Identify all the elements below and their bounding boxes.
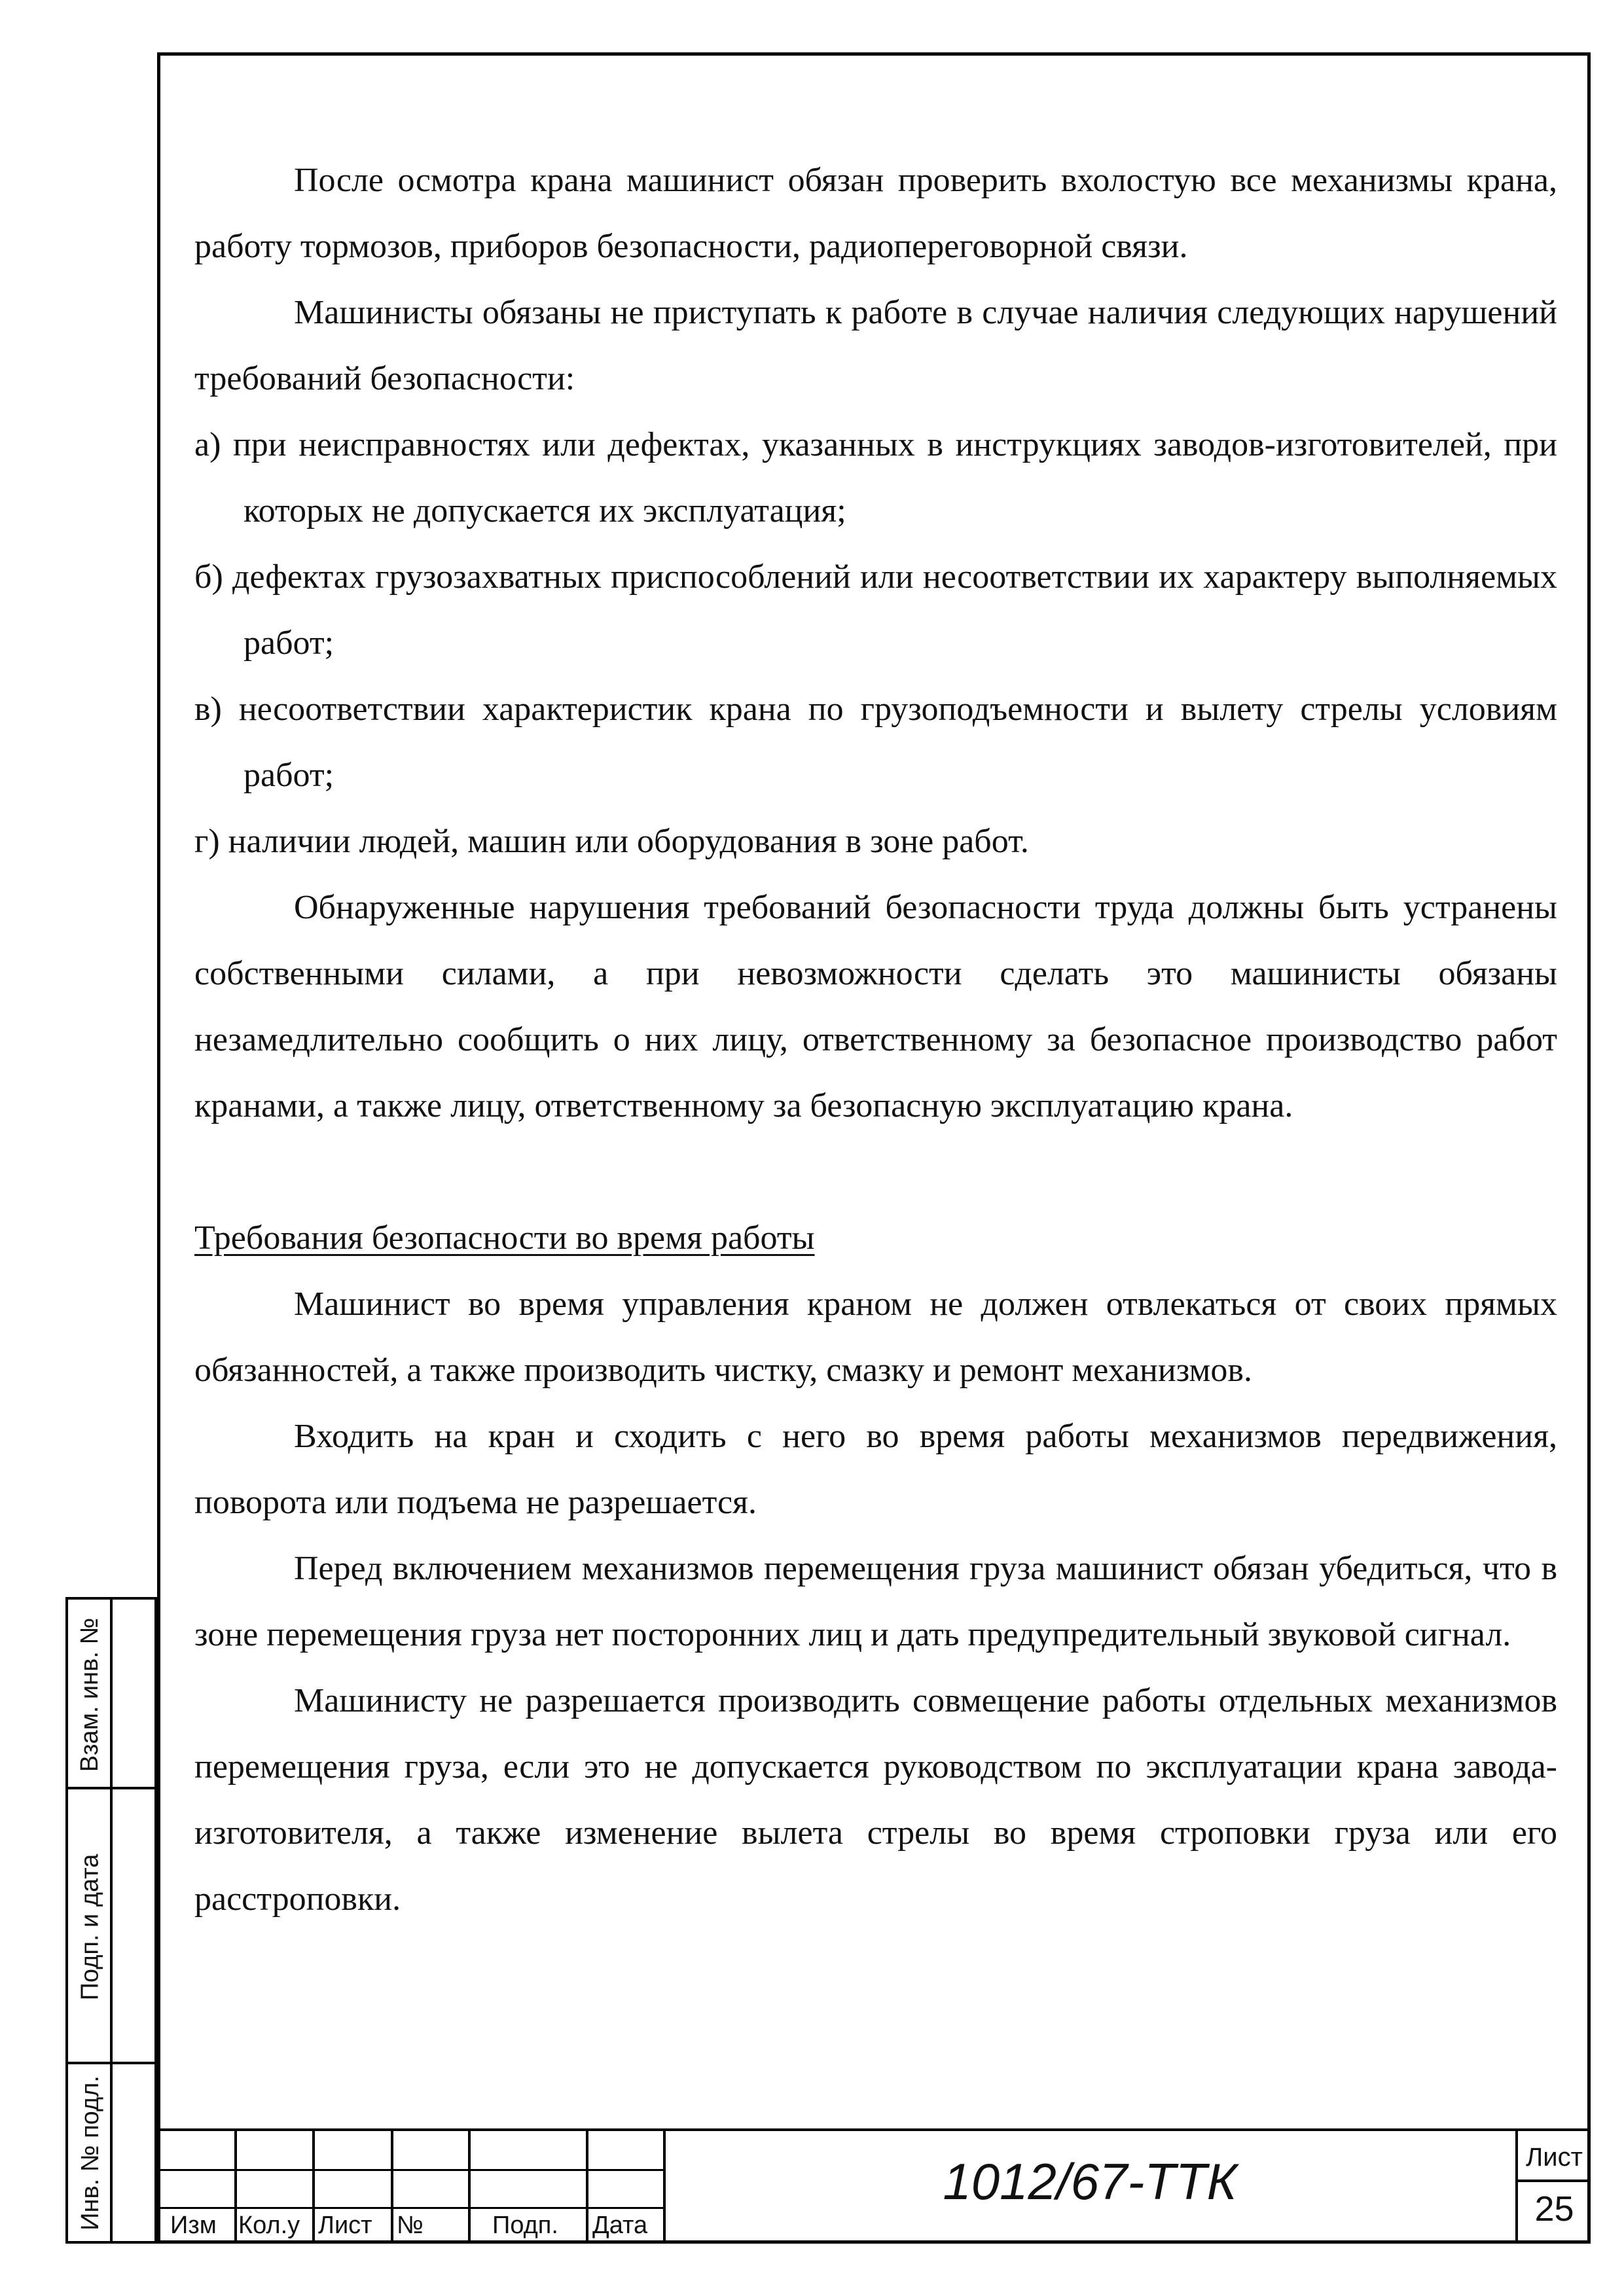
revision-col-line [468, 2131, 471, 2244]
sheet-number-box [1515, 2131, 1591, 2244]
col-label-kolu: Кол.у [238, 2212, 300, 2239]
list-item-b: б) дефектах грузозахватных приспособлений или несоответствии их характеру выполняемых работ; [194, 558, 1557, 662]
revision-col-line [312, 2131, 315, 2244]
list-item-g: г) наличии людей, машин или оборудования в зоне работ. [194, 823, 1029, 860]
paragraph-attention: Машинист во время управления краном не должен отвлекаться от своих прямых обязанностей, а также производить чистку, смазку и ремонт механизмов. [194, 1285, 1557, 1389]
side-stamp [65, 1597, 157, 2244]
col-label-number: № [397, 2212, 424, 2239]
side-label-vzam: Взам. инв. № [76, 1617, 104, 1772]
paragraph-violations: Обнаруженные нарушения требований безопасности труда должны быть устранены собственными силами, а при невозможности сделать это машинисты обязаны незамедлительно сообщить о них лицу, ответственному за безопасное производство работ кранами, а также лицу, ответственному за безопасную эксплуатацию крана. [194, 889, 1557, 1124]
section-heading: Требования безопасности во время работы [194, 1219, 815, 1257]
revision-table [157, 2131, 666, 2244]
revision-col-line [391, 2131, 393, 2244]
revision-col-line [586, 2131, 588, 2244]
paragraph-inspection: После осмотра крана машинист обязан проверить вхолостую все механизмы крана, работу тормозов, приборов безопасности, радиопереговорной связи. [194, 162, 1557, 265]
col-label-list: Лист [318, 2212, 372, 2239]
side-label-podp: Подп. и дата [76, 1854, 104, 2000]
revision-row-line [157, 2207, 666, 2209]
paragraph-prohibitions-intro: Машинисты обязаны не приступать к работе в случае наличия следующих нарушений требований безопасности: [194, 294, 1557, 397]
revision-row-line [157, 2169, 666, 2171]
paragraph-combined-operations: Машинисту не разрешается производить совмещение работы отдельных механизмов перемещения груза, если это не допускается руководством по эксплуатации крана завода-изготовителя, а также изменение вылета стрелы во время строповки груза или его расстроповки. [194, 1682, 1557, 1918]
list-item-a: а) при неисправностях или дефектах, указанных в инструкциях заводов-изготовителей, при которых не допускается их эксплуатация; [194, 426, 1557, 529]
sheet-separator [1518, 2179, 1591, 2182]
paragraph-warning-signal: Перед включением механизмов перемещения груза машинист обязан убедиться, что в зоне перемещения груза нет посторонних лиц и дать предупредительный звуковой сигнал. [194, 1550, 1557, 1653]
col-label-izm: Изм [170, 2212, 217, 2239]
title-block-divider [663, 2131, 666, 2244]
section-gap [194, 1139, 1557, 1205]
col-label-data: Дата [592, 2212, 648, 2239]
side-label-inv: Инв. № подл. [76, 2075, 104, 2231]
sheet-number: 25 [1534, 2189, 1574, 2229]
document-code: 1012/67-ТТК [943, 2153, 1237, 2210]
document-body [194, 147, 1557, 1932]
title-block [157, 2128, 1591, 2244]
col-label-podp: Подп. [492, 2212, 558, 2239]
list-item-v: в) несоответствии характеристик крана по грузоподъемности и вылету стрелы условиям работ; [194, 691, 1557, 794]
revision-col-line [234, 2131, 237, 2244]
sheet-label: Лист [1526, 2143, 1583, 2172]
paragraph-boarding: Входить на кран и сходить с него во время работы механизмов передвижения, поворота или подъема не разрешается. [194, 1418, 1557, 1521]
